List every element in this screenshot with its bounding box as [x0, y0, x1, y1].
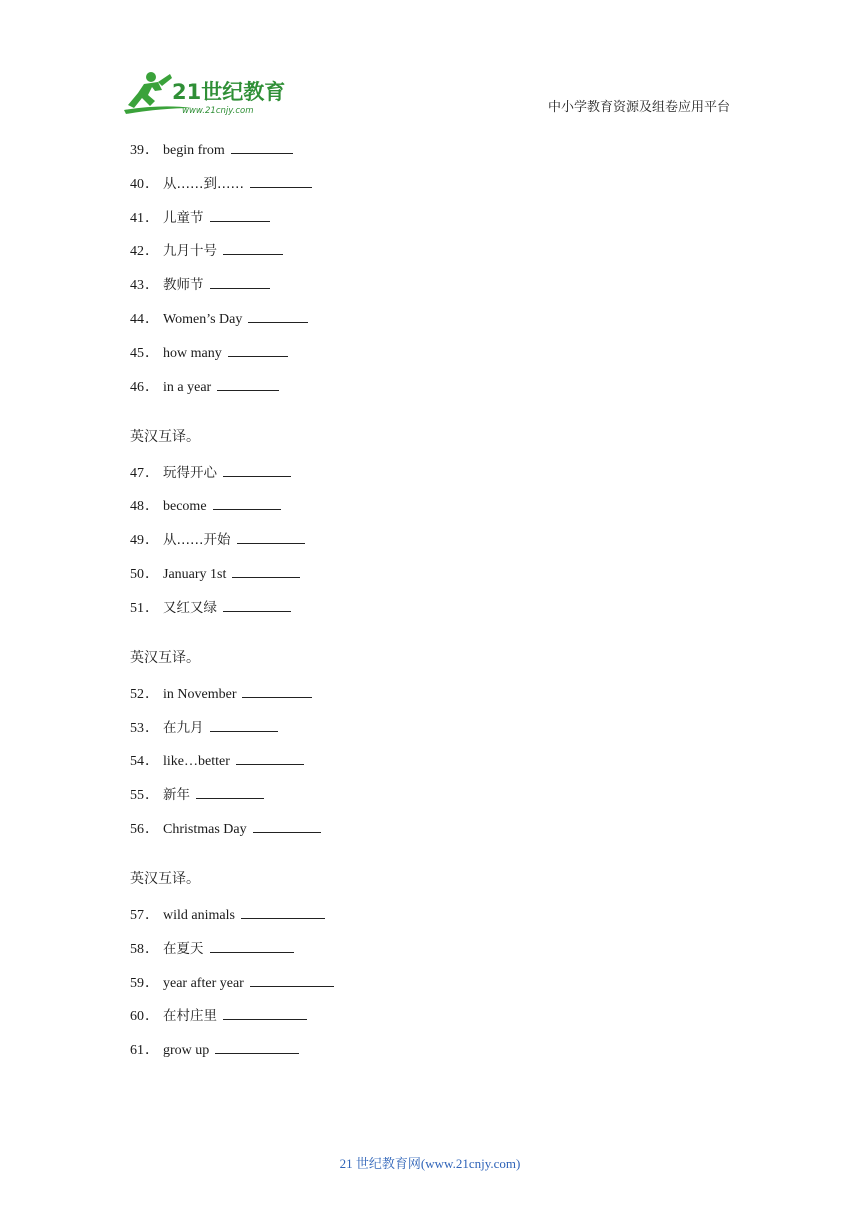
number-separator: ．	[145, 499, 159, 515]
answer-blank[interactable]	[250, 971, 334, 987]
question-number: 40	[130, 176, 144, 192]
exercise-section	[130, 427, 750, 616]
number-separator: ．	[145, 821, 159, 837]
question-item	[130, 528, 750, 548]
answer-blank[interactable]	[228, 341, 288, 357]
number-separator: ．	[145, 278, 159, 294]
question-text: like…better	[163, 754, 230, 770]
answer-blank[interactable]	[223, 1004, 307, 1020]
question-text: in a year	[163, 379, 212, 395]
question-text: 从……开始	[163, 532, 231, 549]
number-separator: ．	[145, 788, 159, 804]
question-text: how many	[163, 345, 222, 361]
question-item	[130, 239, 750, 259]
number-separator: ．	[145, 244, 159, 260]
question-item	[130, 749, 750, 769]
question-text: Christmas Day	[163, 821, 247, 837]
question-text: January 1st	[163, 566, 227, 582]
number-separator: ．	[145, 686, 159, 702]
question-item	[130, 494, 750, 514]
question-text: 教师节	[163, 277, 204, 294]
number-separator: ．	[145, 754, 159, 770]
answer-blank[interactable]	[248, 307, 308, 323]
question-number: 56	[130, 821, 144, 837]
question-text: wild animals	[163, 907, 235, 923]
number-separator: ．	[145, 907, 159, 923]
question-item	[130, 783, 750, 803]
question-number: 46	[130, 379, 144, 395]
question-text: 新年	[163, 787, 190, 804]
section-instruction: 英汉互译。	[130, 870, 200, 887]
question-number: 57	[130, 907, 144, 923]
question-item	[130, 307, 750, 327]
number-separator: ．	[145, 1043, 159, 1059]
question-text: grow up	[163, 1043, 210, 1059]
question-number: 58	[130, 941, 144, 957]
answer-blank[interactable]	[217, 375, 279, 391]
answer-blank[interactable]	[237, 528, 305, 544]
question-number: 55	[130, 788, 144, 804]
question-number: 60	[130, 1009, 144, 1025]
exercise-section	[130, 869, 750, 1058]
logo-title: 21世纪教育	[172, 80, 286, 104]
question-item	[130, 562, 750, 582]
question-text: 从……到……	[163, 175, 244, 192]
page-header	[0, 0, 860, 130]
question-item	[130, 375, 750, 395]
question-item	[130, 138, 750, 158]
runner-logo-icon	[122, 68, 292, 116]
question-item	[130, 596, 750, 616]
answer-blank[interactable]	[210, 206, 270, 222]
footer-site-text: 21 世纪教育网(www.21cnjy.com)	[339, 1156, 521, 1171]
answer-blank[interactable]	[253, 817, 321, 833]
answer-blank[interactable]	[196, 783, 264, 799]
question-text: become	[163, 499, 207, 515]
question-text: year after year	[163, 975, 244, 991]
question-item	[130, 1004, 750, 1024]
answer-blank[interactable]	[215, 1038, 299, 1054]
question-text: 在九月	[163, 719, 204, 736]
question-text: in November	[163, 686, 237, 702]
exercise-section	[130, 138, 750, 395]
number-separator: ．	[145, 176, 159, 192]
number-separator: ．	[145, 720, 159, 736]
question-number: 59	[130, 975, 144, 991]
number-separator: ．	[145, 210, 159, 226]
question-number: 61	[130, 1043, 144, 1059]
question-item	[130, 682, 750, 702]
question-item	[130, 341, 750, 361]
question-text: Women’s Day	[163, 311, 243, 327]
site-logo	[122, 68, 292, 116]
question-item	[130, 206, 750, 226]
question-text: 玩得开心	[163, 464, 217, 481]
question-number: 41	[130, 210, 144, 226]
answer-blank[interactable]	[232, 562, 300, 578]
number-separator: ．	[145, 533, 159, 549]
number-separator: ．	[145, 465, 159, 481]
question-number: 51	[130, 600, 144, 616]
question-item	[130, 937, 750, 957]
question-item	[130, 716, 750, 736]
number-separator: ．	[145, 600, 159, 616]
question-text: begin from	[163, 143, 225, 158]
question-item	[130, 1038, 750, 1058]
question-number: 42	[130, 244, 144, 260]
question-number: 52	[130, 686, 144, 702]
answer-blank[interactable]	[223, 596, 291, 612]
number-separator: ．	[145, 1009, 159, 1025]
answer-blank[interactable]	[250, 172, 312, 188]
question-text: 在夏天	[163, 940, 204, 957]
logo-url: www.21cnjy.com	[182, 106, 254, 116]
answer-blank[interactable]	[231, 138, 293, 154]
number-separator: ．	[145, 143, 159, 158]
answer-blank[interactable]	[242, 682, 312, 698]
number-separator: ．	[145, 941, 159, 957]
question-number: 54	[130, 754, 144, 770]
question-number: 47	[130, 465, 144, 481]
answer-blank[interactable]	[236, 749, 304, 765]
question-text: 在村庄里	[163, 1008, 217, 1025]
question-number: 49	[130, 533, 144, 549]
question-item	[130, 971, 750, 991]
exercise-section	[130, 648, 750, 837]
number-separator: ．	[145, 345, 159, 361]
section-instruction: 英汉互译。	[130, 649, 200, 666]
answer-blank[interactable]	[210, 273, 270, 289]
answer-blank[interactable]	[210, 937, 294, 953]
number-separator: ．	[145, 379, 159, 395]
question-number: 39	[130, 143, 144, 158]
question-number: 48	[130, 499, 144, 515]
question-item	[130, 461, 750, 481]
question-text: 九月十号	[163, 243, 217, 260]
question-item	[130, 817, 750, 837]
number-separator: ．	[145, 975, 159, 991]
number-separator: ．	[145, 311, 159, 327]
answer-blank[interactable]	[223, 239, 283, 255]
question-text: 儿童节	[163, 209, 204, 226]
question-item	[130, 273, 750, 293]
question-number: 45	[130, 345, 144, 361]
question-number: 50	[130, 566, 144, 582]
question-item	[130, 172, 750, 192]
question-item	[130, 903, 750, 923]
question-number: 43	[130, 278, 144, 294]
answer-blank[interactable]	[241, 903, 325, 919]
exercise-list	[130, 138, 750, 1058]
answer-blank[interactable]	[213, 494, 281, 510]
section-instruction: 英汉互译。	[130, 428, 200, 445]
number-separator: ．	[145, 566, 159, 582]
answer-blank[interactable]	[223, 461, 291, 477]
answer-blank[interactable]	[210, 716, 278, 732]
question-number: 44	[130, 311, 144, 327]
platform-title: 中小学教育资源及组卷应用平台	[548, 100, 731, 115]
question-text: 又红又绿	[163, 599, 217, 616]
question-number: 53	[130, 720, 144, 736]
